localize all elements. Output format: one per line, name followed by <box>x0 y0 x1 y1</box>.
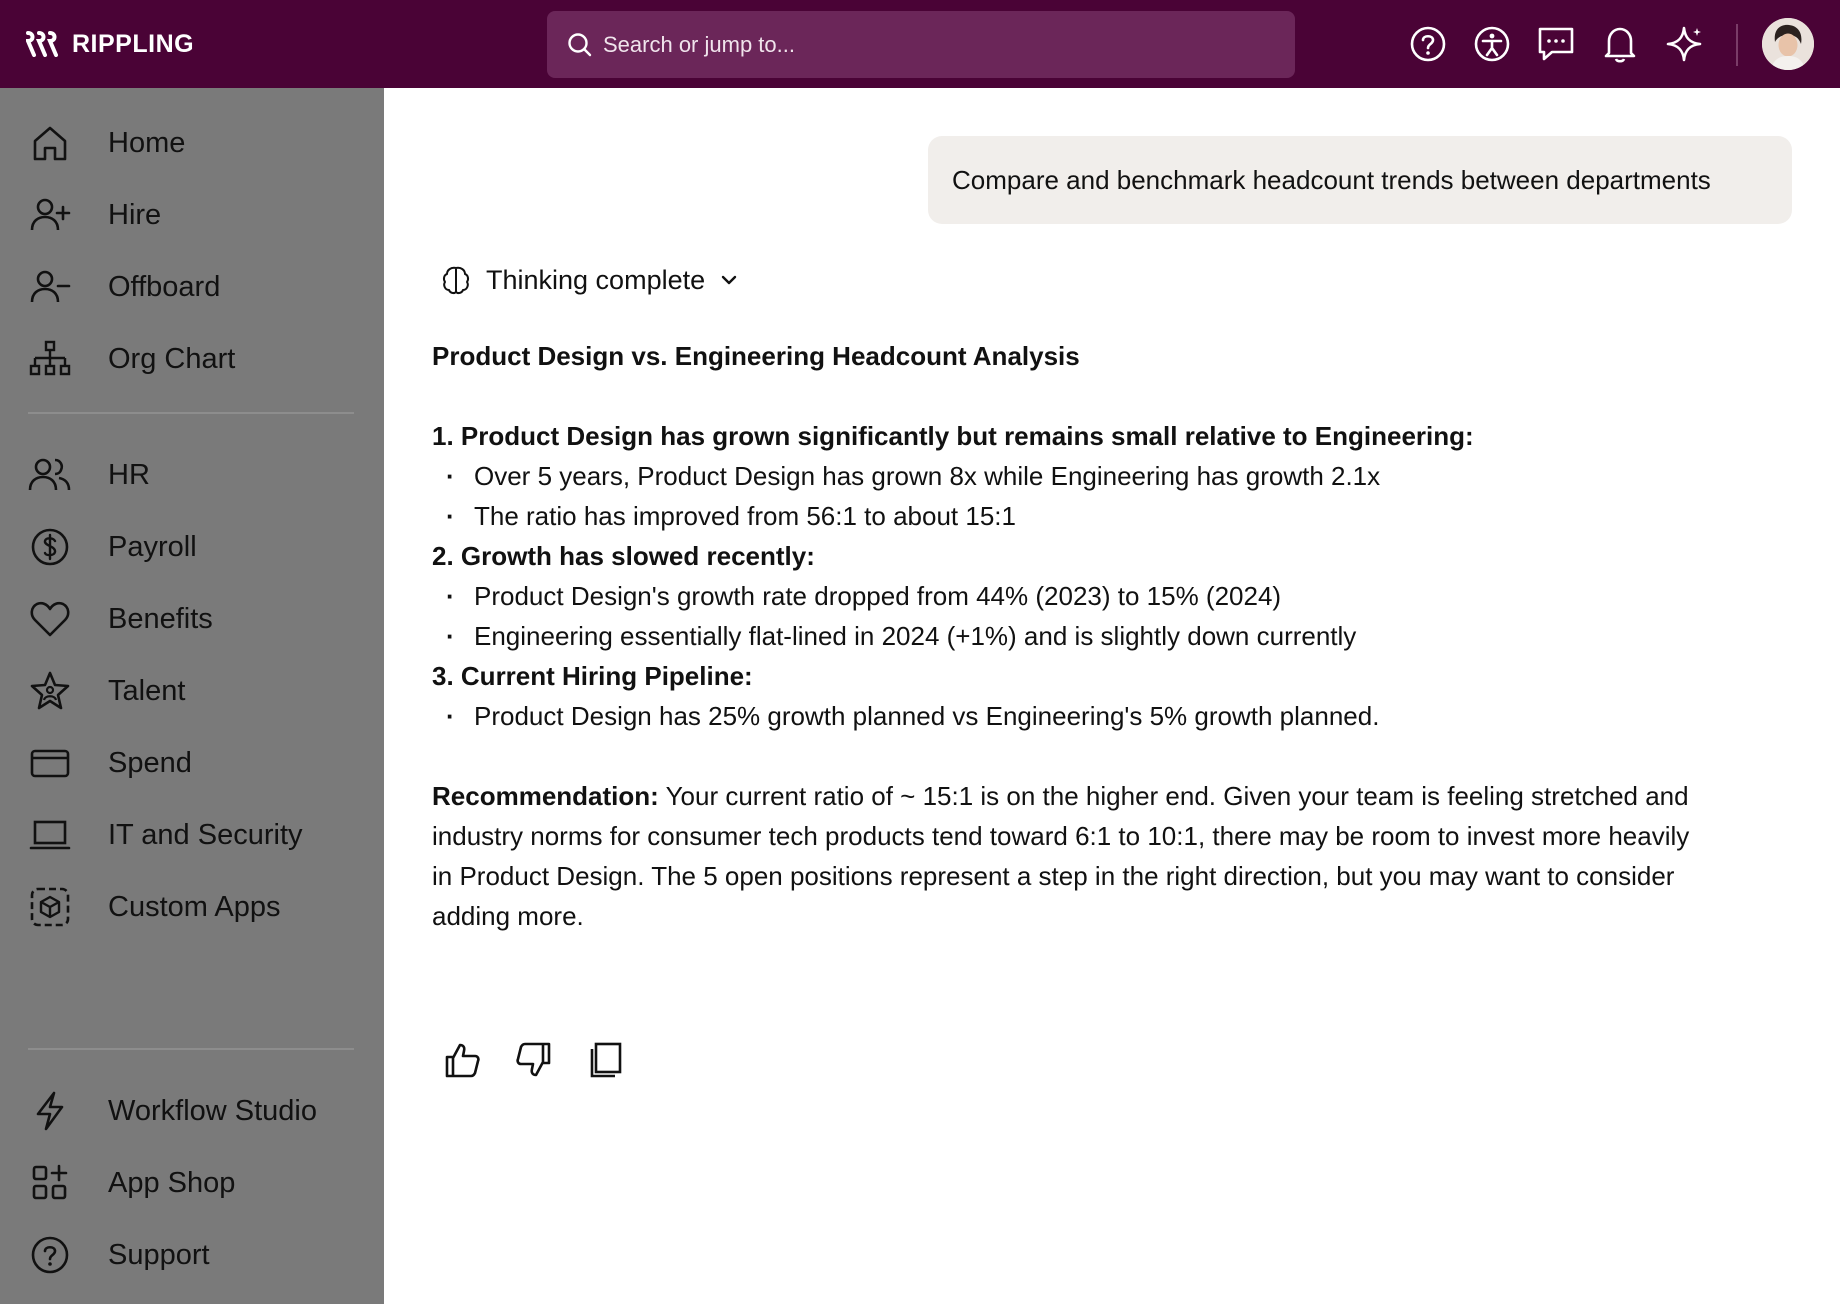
section-heading: 1. Product Design has grown significantly but remains small relative to Engineering: <box>432 421 1474 451</box>
answer-title: Product Design vs. Engineering Headcount Analysis <box>432 341 1080 371</box>
sidebar-item-workflow-studio[interactable] <box>0 1080 384 1142</box>
chat-panel <box>384 88 1840 1304</box>
sidebar <box>0 88 384 1304</box>
search-bar[interactable] <box>547 11 1295 78</box>
sidebar-item-hr[interactable] <box>0 444 384 506</box>
thinking-toggle[interactable] <box>440 260 739 300</box>
bell-icon[interactable] <box>1598 22 1642 66</box>
sidebar-item-app-shop[interactable] <box>0 1152 384 1214</box>
rippling-mark-icon <box>26 31 62 57</box>
thumbs-up-icon[interactable] <box>440 1038 484 1082</box>
section-heading: 3. Current Hiring Pipeline: <box>432 661 753 691</box>
user-message: Compare and benchmark headcount trends between departments <box>928 136 1792 224</box>
users-icon <box>28 453 72 497</box>
sidebar-item-label: App Shop <box>108 1166 236 1199</box>
laptop-icon <box>28 813 72 857</box>
user-minus-icon <box>28 265 72 309</box>
sidebar-item-offboard[interactable] <box>0 256 384 318</box>
sidebar-item-label: Hire <box>108 198 162 231</box>
sidebar-item-label: IT and Security <box>108 818 303 851</box>
home-icon <box>28 121 72 165</box>
brand-name: RIPPLING <box>72 29 195 58</box>
brain-icon <box>440 264 472 296</box>
org-chart-icon <box>28 337 72 381</box>
list-item: · Product Design's growth rate dropped from 44% (2023) to 15% (2024) <box>432 576 1712 616</box>
sidebar-divider <box>28 412 354 414</box>
chevron-down-icon <box>719 270 739 290</box>
sidebar-item-custom-apps[interactable] <box>0 876 384 938</box>
top-bar <box>0 0 1840 88</box>
sidebar-item-talent[interactable] <box>0 660 384 722</box>
sidebar-item-label: Org Chart <box>108 342 236 375</box>
sidebar-item-payroll[interactable] <box>0 516 384 578</box>
thumbs-down-icon[interactable] <box>512 1038 556 1082</box>
rippling-logo[interactable] <box>26 28 194 60</box>
section-heading: 2. Growth has slowed recently: <box>432 541 815 571</box>
avatar[interactable] <box>1762 18 1814 70</box>
help-icon[interactable] <box>1406 22 1450 66</box>
sidebar-item-label: HR <box>108 458 150 491</box>
sidebar-item-org-chart[interactable] <box>0 328 384 390</box>
list-item: · The ratio has improved from 56:1 to about 15:1 <box>432 496 1712 536</box>
star-icon <box>28 669 72 713</box>
thinking-label: Thinking complete <box>486 264 706 295</box>
list-item: · Engineering essentially flat-lined in 2024 (+1%) and is slightly down currently <box>432 616 1712 656</box>
sidebar-item-label: Talent <box>108 674 186 707</box>
search-icon <box>567 32 593 58</box>
sidebar-item-label: Offboard <box>108 270 221 303</box>
feedback-actions <box>440 1038 628 1082</box>
sidebar-item-label: Spend <box>108 746 192 779</box>
assistant-answer <box>432 336 1712 936</box>
recommendation-label: Recommendation: <box>432 781 659 811</box>
sparkle-icon[interactable] <box>1662 22 1706 66</box>
sidebar-item-it-security[interactable] <box>0 804 384 866</box>
sidebar-item-benefits[interactable] <box>0 588 384 650</box>
user-plus-icon <box>28 193 72 237</box>
recommendation-text: Your current ratio of ~ 15:1 is on the higher end. Given your team is feeling stretched and industry norms for consumer tech products tend toward 6:1 to 10:1, there may be room to invest more heavily in Product Design. The 5 open positions represent a step in the right direction, but you may want to consider adding more. <box>432 781 1690 931</box>
cube-icon <box>28 885 72 929</box>
search-input[interactable] <box>603 32 1263 58</box>
recommendation <box>432 776 1692 936</box>
sidebar-divider <box>28 1048 354 1050</box>
sidebar-item-label: Benefits <box>108 602 213 635</box>
sidebar-item-label: Workflow Studio <box>108 1094 317 1127</box>
help-icon <box>28 1233 72 1277</box>
list-item: · Over 5 years, Product Design has grown 8x while Engineering has growth 2.1x <box>432 456 1712 496</box>
apps-icon <box>28 1161 72 1205</box>
sidebar-item-label: Payroll <box>108 530 197 563</box>
accessibility-icon[interactable] <box>1470 22 1514 66</box>
topbar-divider <box>1736 24 1738 66</box>
bolt-icon <box>28 1089 72 1133</box>
sidebar-item-home[interactable] <box>0 112 384 174</box>
sidebar-item-hire[interactable] <box>0 184 384 246</box>
sidebar-item-spend[interactable] <box>0 732 384 794</box>
chat-icon[interactable] <box>1534 22 1578 66</box>
dollar-icon <box>28 525 72 569</box>
heart-icon <box>28 597 72 641</box>
sidebar-item-support[interactable] <box>0 1224 384 1286</box>
sidebar-item-label: Support <box>108 1238 210 1271</box>
copy-icon[interactable] <box>584 1038 628 1082</box>
sidebar-item-label: Custom Apps <box>108 890 281 923</box>
sidebar-item-label: Home <box>108 126 186 159</box>
list-item: · Product Design has 25% growth planned vs Engineering's 5% growth planned. <box>432 696 1712 736</box>
card-icon <box>28 741 72 785</box>
